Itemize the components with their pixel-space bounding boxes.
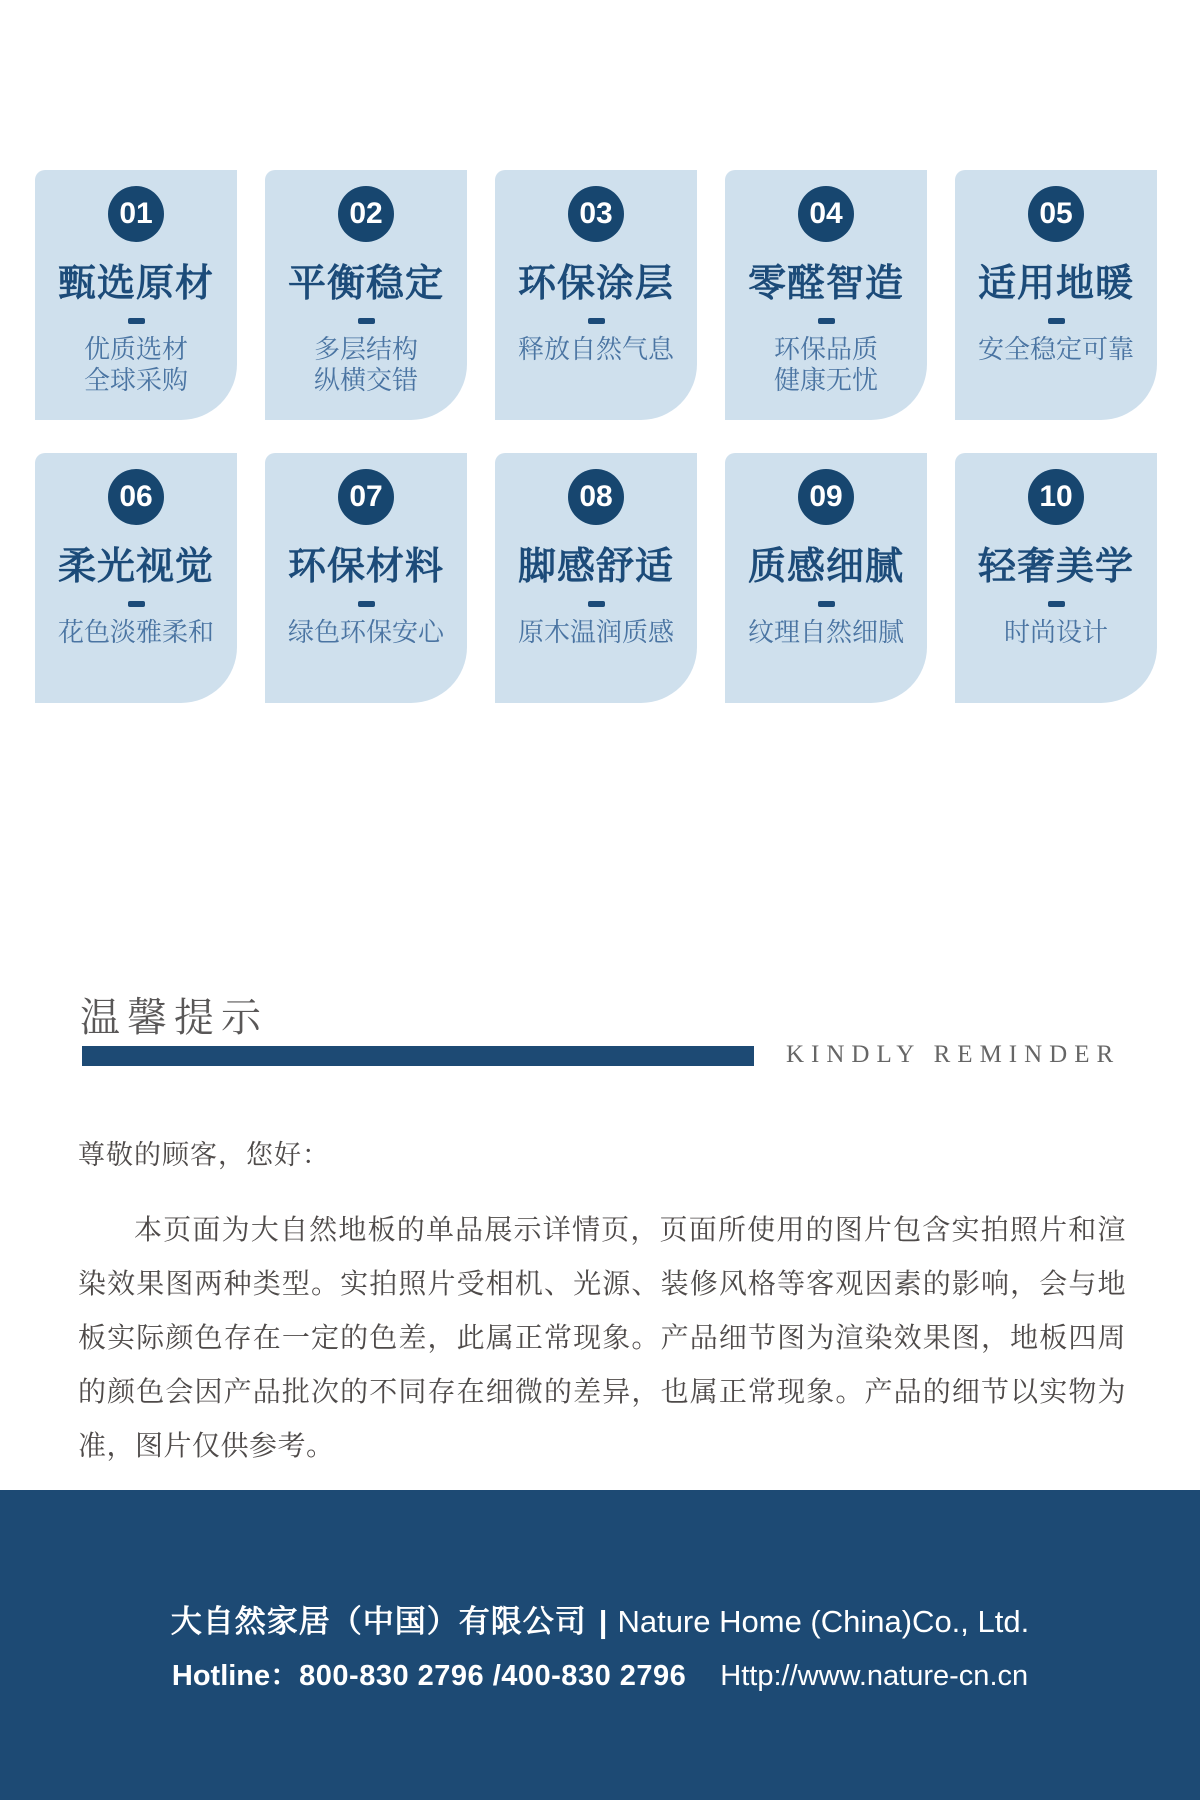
feature-subtitle-line1: 环保品质 [773, 334, 878, 364]
feature-card [495, 453, 697, 703]
feature-subtitle-line2: 纵横交错 [313, 365, 418, 395]
dash-divider [588, 318, 605, 324]
feature-title: 柔光视觉 [57, 546, 214, 588]
dash-divider [128, 318, 145, 324]
features-grid [35, 170, 1157, 703]
feature-card [265, 170, 467, 420]
feature-card [495, 170, 697, 420]
footer-hotline-label: Hotline： [171, 1660, 300, 1692]
feature-subtitle-line1: 释放自然气息 [517, 334, 674, 364]
feature-card [725, 453, 927, 703]
reminder-paragraph: 本页面为大自然地板的单品展示详情页，页面所使用的图片包含实拍照片和渲染效果图两种类型。实拍照片受相机、光源、装修风格等客观因素的影响，会与地板实际颜色存在一定的色差，此属正常现象。产品细节图为渲染效果图，地板四周的颜色会因产品批次的不同存在细微的差异，也属正常现象。产品的细节以实物为准，图片仅供参考。 [78, 1214, 1126, 1461]
feature-number-badge [1028, 186, 1084, 242]
reminder-heading: 温馨提示 [80, 996, 268, 1040]
feature-title: 平衡稳定 [287, 263, 444, 305]
footer-company-line [171, 1596, 1029, 1641]
feature-subtitle-line1: 绿色环保安心 [287, 617, 444, 647]
feature-card [265, 453, 467, 703]
feature-number-badge [568, 186, 624, 242]
feature-subtitle-line2: 健康无忧 [773, 365, 878, 395]
feature-number-badge [1028, 469, 1084, 525]
feature-card [955, 453, 1157, 703]
feature-number: 08 [579, 480, 613, 513]
feature-title: 环保涂层 [517, 263, 674, 305]
dash-divider [1048, 601, 1065, 607]
feature-number: 03 [579, 197, 613, 230]
footer-contact-line [172, 1653, 1028, 1694]
footer [0, 1490, 1200, 1800]
feature-subtitle-line1: 花色淡雅柔和 [57, 617, 214, 647]
footer-company-name-en: Nature Home (China)Co., Ltd. [617, 1604, 1030, 1639]
feature-title: 零醛智造 [747, 263, 904, 305]
feature-number: 02 [349, 197, 383, 230]
customer-greeting: 尊敬的顾客，您好： [78, 1140, 330, 1170]
feature-number: 07 [349, 480, 383, 513]
feature-title: 环保材料 [287, 546, 444, 588]
dash-divider [588, 601, 605, 607]
feature-subtitle-line2: 全球采购 [83, 365, 188, 395]
dash-divider [358, 318, 375, 324]
feature-card [35, 453, 237, 703]
dash-divider [128, 601, 145, 607]
feature-number: 06 [119, 480, 153, 513]
feature-number-badge [338, 186, 394, 242]
footer-separator: | [598, 1604, 608, 1639]
feature-number-badge [108, 186, 164, 242]
footer-hotline-numbers: 800-830 2796 /400-830 2796 [299, 1660, 687, 1692]
feature-card [955, 170, 1157, 420]
feature-number: 10 [1039, 480, 1073, 513]
feature-title: 脚感舒适 [517, 546, 674, 588]
feature-title: 甄选原材 [57, 263, 214, 305]
feature-title: 质感细腻 [747, 546, 904, 588]
feature-subtitle-line1: 安全稳定可靠 [977, 334, 1134, 364]
footer-company-name-cn: 大自然家居（中国）有限公司 [170, 1604, 587, 1639]
feature-subtitle-line1: 原木温润质感 [517, 617, 674, 647]
feature-title: 轻奢美学 [977, 546, 1134, 588]
feature-card [35, 170, 237, 420]
feature-number-badge [568, 469, 624, 525]
feature-subtitle-line1: 优质选材 [83, 334, 188, 364]
reminder-heading-english: KINDLY REMINDER [786, 1041, 1121, 1068]
feature-number-badge [338, 469, 394, 525]
feature-number: 01 [119, 197, 153, 230]
feature-subtitle-line1: 多层结构 [313, 334, 418, 364]
feature-title: 适用地暖 [977, 263, 1134, 305]
footer-website-url: Http://www.nature-cn.cn [720, 1660, 1029, 1692]
feature-card [725, 170, 927, 420]
dash-divider [358, 601, 375, 607]
feature-number: 09 [809, 480, 843, 513]
feature-number-badge [798, 469, 854, 525]
feature-subtitle-line1: 纹理自然细腻 [747, 617, 904, 647]
dash-divider [818, 601, 835, 607]
reminder-accent-bar [82, 1046, 754, 1066]
feature-number: 04 [809, 197, 843, 230]
feature-number-badge [108, 469, 164, 525]
dash-divider [1048, 318, 1065, 324]
feature-number-badge [798, 186, 854, 242]
dash-divider [818, 318, 835, 324]
feature-subtitle-line1: 时尚设计 [1003, 617, 1108, 647]
feature-number: 05 [1039, 197, 1073, 230]
